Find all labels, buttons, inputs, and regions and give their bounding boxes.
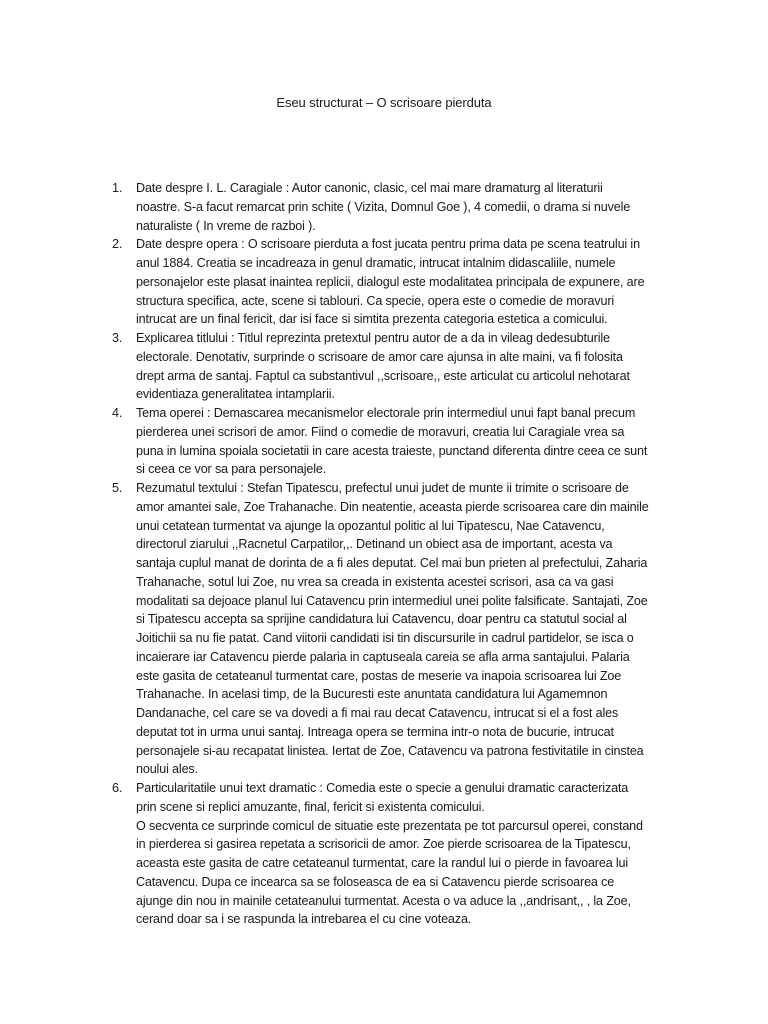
list-item-text: Date despre opera : O scrisoare pierduta a fost jucata pentru prima data pe scena teatrului in anul 1884. Creatia se incadreaza in genul dramatic, intrucat intalnim didascaliile, numele personajelor este plasat inaintea replicii, dialogul este modalitatea principala de expunere, are structura specifica, acte, scene si tablouri. Ca specie, opera este o comedie de moravuri intrucat are un final fericit, dar isi face si simtita prezenta categoria estetica a comicului. (136, 237, 645, 327)
list-item-number: 5. (112, 481, 123, 495)
list-item-text: Date despre I. L. Caragiale : Autor canonic, clasic, cel mai mare dramaturg al literaturii noastre. S-a facut remarcat prin schite ( Vizita, Domnul Goe ), 4 comedii, o drama si nuvele naturaliste ( In vreme de razboi ). (136, 181, 631, 233)
list-item (112, 779, 650, 929)
list-item-number: 4. (112, 406, 123, 420)
list-item (112, 404, 650, 479)
list-item-number: 6. (112, 781, 123, 795)
list-item-number: 3. (112, 331, 123, 345)
list-item-text: Rezumatul textului : Stefan Tipatescu, prefectul unui judet de munte ii trimite o scrisoare de amor amantei sale, Zoe Trahanache. Din neatentie, aceasta pierde scrisoarea care din mainile unui cetatean turmentat va ajunge la opozantul politic al lui Tipatescu, Nae Catavencu, directorul ziarului ,,Racnetul Carpatilor,,. Detinand un obiect asa de important, acesta va santaja cuplul manat de dorinta de a fi ales deputat. Cel mai bun prieten al prefectului, Zaharia Trahanache, sotul lui Zoe, nu vrea sa creada in existenta acestei scrisori, asa ca va gasi modalitati sa dejoace planul lui Catavencu prin intermediul unei polite falsificate. Santajati, Zoe si Tipatescu accepta sa sprijine candidatura lui Catavencu, doar pentru ca statutul social al Joitichii sa nu fie patat. Cand viitorii candidati isi tin discursurile in cadrul partidelor, se isca o incaierare iar Catavencu pierde palaria in captuseala careia se afla arma santajului. Palaria este gasita de cetateanul turmentat care, postas de meserie va inapoia scrisoarea lui Zoe Trahanache. In acelasi timp, de la Bucuresti este anuntata candidatura lui Agamemnon Dandanache, cel care se va dovedi a fi mai rau decat Catavencu, intrucat si el a fost ales deputat tot in urma unui santaj. Intreaga opera se termina intr-o nota de bucurie, intrucat personajele si-au recapatat linistea. Iertat de Zoe, Catavencu va patrona festivitatile in cinstea noului ales. (136, 481, 649, 777)
list-item-number: 2. (112, 237, 123, 252)
list-item-paragraph: O secventa ce surprinde comicul de situatie este prezentata pe tot parcursul operei, constand in pierderea si gasirea repetata a scrisoricii de amor. Zoe pierde scrisoarea de la Tipatescu, aceasta este gasita de catre cetateanul turmentat, care la randul lui o pierde in favoarea lui Catavencu. Dupa ce incearca sa se foloseasca de ea si Catavencu pierde scrisoarea ce ajunge din nou in mainile cetateanului turmentat. Acesta o va aduce la ,,andrisant,, , la Zoe, cerand doar sa i se raspunda la intrebarea el cu cine voteaza. (136, 818, 643, 927)
list-item-text: Explicarea titlului : Titlul reprezinta pretextul pentru autor de a da in vileag dedesubturile electorale. Denotativ, surprinde o scrisoare de amor care ajunsa in alte maini, va fi folosita drept arma de santaj. Faptul ca substantivul ,,scrisoare,, este articulat cu articolul nehotarat evidentiaza generalitatea intamplarii. (136, 331, 630, 402)
list-item-number: 1. (112, 181, 123, 195)
list-item (112, 329, 650, 404)
list-item-text: Particularitatile unui text dramatic : Comedia este o specie a genului dramatic caracterizata prin scene si replici amuzante, final, fericit si existenta comicului. (136, 781, 629, 814)
list-item-text: Tema operei : Demascarea mecanismelor electorale prin intermediul unui fapt banal precum pierderea unei scrisori de amor. Fiind o comedie de moravuri, creatia lui Caragiale vrea sa puna in lumina spoiala societatii in care acesta traieste, punctand diferenta dintre ceea ce sunt si ceea ce vor sa para personajele. (136, 406, 648, 477)
numbered-list (112, 179, 650, 929)
document-title: Eseu structurat – O scrisoare pierduta (276, 95, 492, 110)
list-item (112, 179, 650, 235)
list-item (112, 235, 650, 329)
list-item (112, 479, 650, 779)
